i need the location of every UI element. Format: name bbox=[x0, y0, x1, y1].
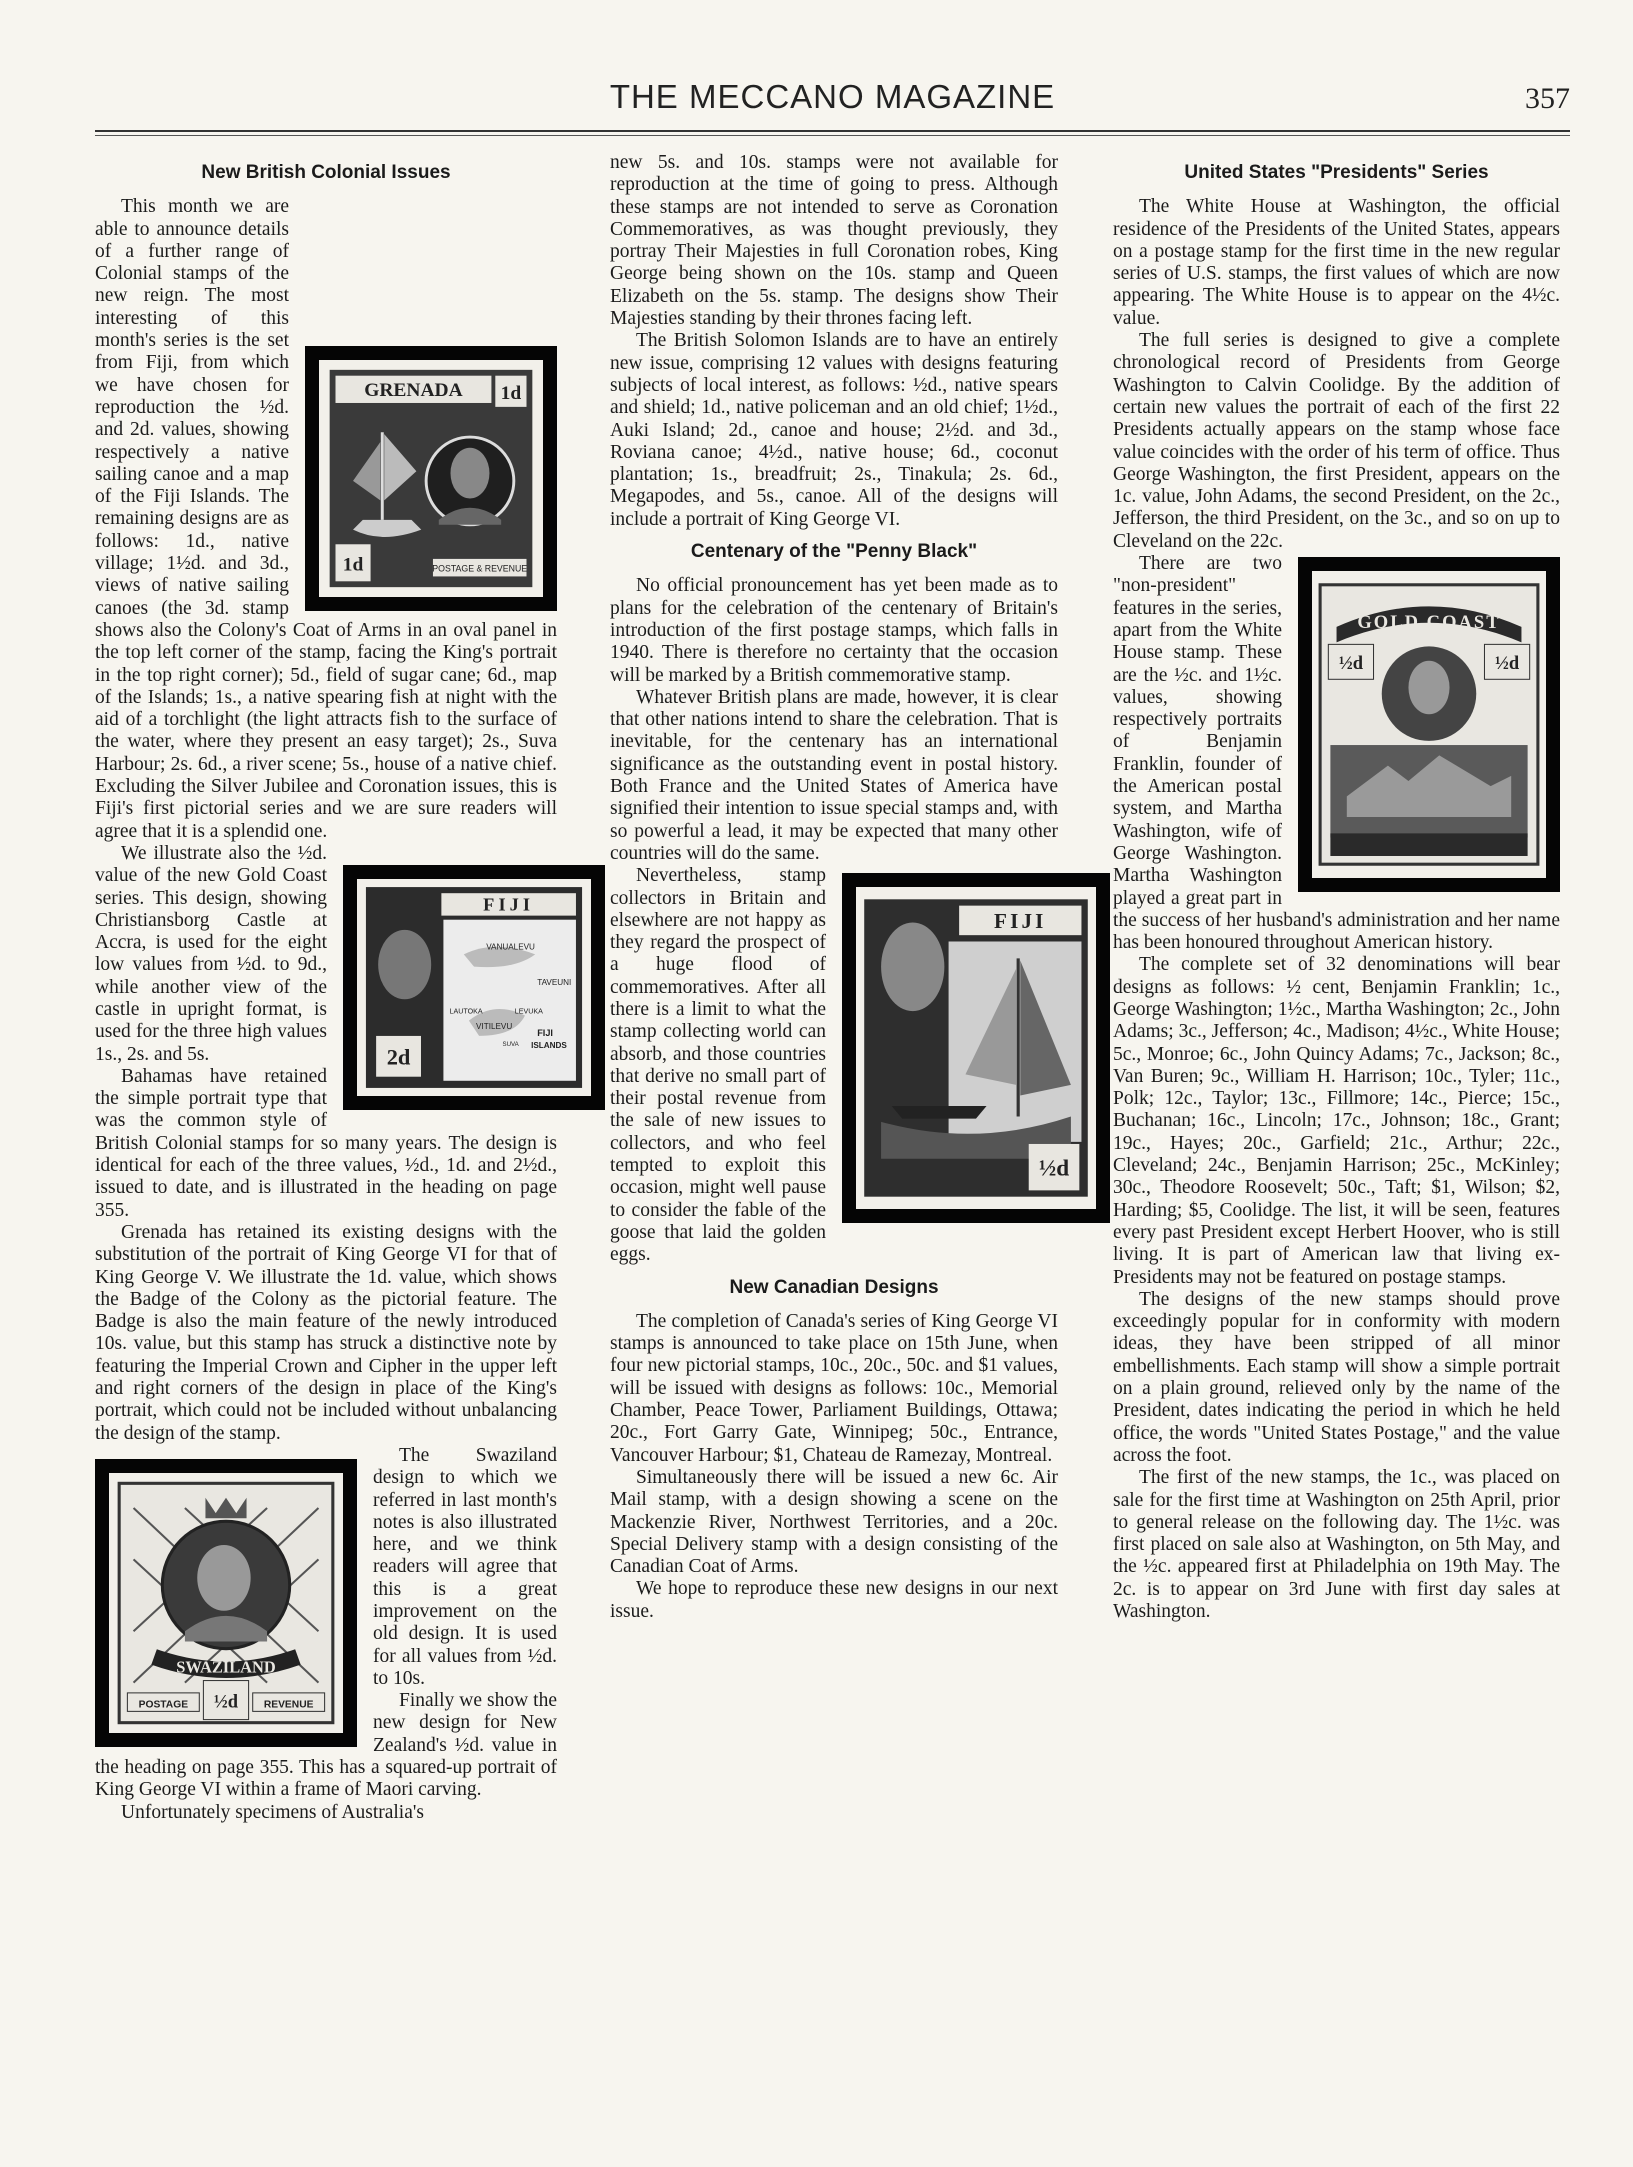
para-denominations: The complete set of 32 denominations will bear designs as follows: ½ cent, Benjamin Franklin; 1c., George Washington; 1½c., Martha Washington; 2c., John Adams; 3c., Jefferson; 4c., Madison; 4½c., White House; 5c., Monroe; 6c., John Quincy Adams; 7c., Jackson; 8c., Van Buren; 9c., William H. Harrison; 10c., Tyler; 11c., Polk; 12c., Taylor; 13c., Fillmore; 14c., Pierce; 15c., Buchanan; 16c., Lincoln; 17c., Johnson; 18c., Grant; 19c., Hayes; 20c., Garfield; 21c., Arthur; 22c., Cleveland; 24c., Benjamin Harrison; 25c., McKinley; 30c., Theodore Roosevelt; 50c., Taft; $1, Wilson; $2, Harding; $5, Coolidge. The list, it will be seen, features every past President except Herbert Hoover, who is still living. It is part of American law that living ex-Presidents may not be featured on postage stamps. bbox=[1113, 954, 1560, 1288]
swaziland-right-text: REVENUE bbox=[263, 1699, 314, 1711]
fiji-canoe-stamp-illustration bbox=[860, 891, 1092, 1205]
column-middle bbox=[610, 152, 1070, 2057]
fiji-canoe-value: ½d bbox=[1038, 1155, 1070, 1182]
heading-canadian-designs: New Canadian Designs bbox=[729, 1276, 939, 1298]
fiji-map-label-1: VANUALEVU bbox=[486, 942, 535, 952]
para-gold-coast: We illustrate also the ½d. value of the new Gold Coast series. This design, showing Christiansborg Castle at Accra, is used for the eight low values from ½d. to 9d., while another view of the castle in upright format, is used for the three high values 1s., 2s. and 5s. bbox=[95, 842, 327, 1065]
para-penny-black-1: No official pronouncement has yet been made as to plans for the celebration of the centenary of Britain's introduction of the first postage stamps, which falls in 1940. There is therefore no certainty that the occasion will be marked by a British commemorative stamp. bbox=[610, 575, 1058, 686]
para-white-house: The White House at Washington, the official residence of the Presidents of the United States, appears on a postage stamp for the first time in the new regular series of U.S. stamps, the first values of which are now appearing. The White House is to appear on the 4½c. value. bbox=[1113, 196, 1560, 329]
fiji-map-value: 2d bbox=[386, 1044, 411, 1070]
header-rule-thin bbox=[95, 135, 1570, 136]
fiji-map-label-5: LEVUKA bbox=[514, 1007, 543, 1016]
grenada-stamp-illustration bbox=[323, 364, 539, 593]
swaziland-country-text: SWAZILAND bbox=[176, 1657, 276, 1677]
heading-penny-black: Centenary of the "Penny Black" bbox=[690, 541, 978, 563]
swaziland-stamp-illustration bbox=[113, 1477, 339, 1729]
swaziland-left-text: POSTAGE bbox=[138, 1699, 189, 1711]
fiji-map-country-text: FIJI bbox=[483, 894, 535, 915]
grenada-value-top: 1d bbox=[500, 383, 522, 405]
para-first-sale: The first of the new stamps, the 1c., was placed on sale for the first time at Washington on 25th April, prior to general release on the following day. The 1½c. was first placed on sale also at Washington, on 5th May, and the ½c. appeared first at Philadelphia on 19th May. The 2c. is to appear on 3rd June with first day sales at Washington. bbox=[1113, 1467, 1560, 1622]
grenada-country-text: GRENADA bbox=[364, 380, 463, 402]
gold-coast-value-right: ½d bbox=[1494, 653, 1520, 674]
magazine-title: THE MECCANO MAGAZINE bbox=[609, 78, 1056, 115]
fiji-map-label-3: LAUTOKA bbox=[449, 1007, 483, 1016]
gold-coast-stamp-illustration bbox=[1316, 575, 1542, 874]
grenada-value-bottom: 1d bbox=[342, 554, 364, 576]
column-right bbox=[1113, 152, 1560, 2057]
fiji-map-label-7: ISLANDS bbox=[531, 1041, 567, 1051]
fiji-canoe-country-text: FIJI bbox=[994, 908, 1047, 933]
swaziland-value: ½d bbox=[213, 1691, 239, 1712]
para-full-series: The full series is designed to give a complete chronological record of Presidents from George Washington to Calvin Coolidge. By the addition of certain new values the portrait of each of the first 22 Presidents actually appears on the stamp whose face value coincides with the order of his term of office. Thus George Washington, the first President, appears on the 1c. value, John Adams, the second President, on the 2c., Jefferson, the third President, on the 3c., and so on up to Cleveland on the 22c. bbox=[1113, 330, 1560, 552]
para-swaziland: The Swaziland design to which we referred in last month's notes is also illustrated here, and we think readers will agree that this is a great improvement on the old design. It is used for all values from ½d. to 10s. bbox=[373, 1444, 557, 1689]
gold-coast-country-text: GOLD COAST bbox=[1357, 611, 1501, 632]
masthead bbox=[95, 78, 1570, 138]
stamp-swaziland bbox=[95, 1459, 357, 1747]
para-grenada: Grenada has retained its existing designs with the substitution of the portrait of King George VI for that of King George V. We illustrate the 1d. value, which shows the Badge of the Colony as the pictorial feature. The Badge is also the main feature of the newly introduced 10s. value, but this stamp has struck a distinctive note by featuring the Imperial Crown and Cipher in the upper left and right corners of the design in place of the King's portrait, which could not be included without unbalancing the design of the stamp. bbox=[95, 1221, 557, 1444]
para-new-zealand: Finally we show the new design for New Zealand's ½d. value in the heading on page 355. This has a squared-up portrait of King George VI within a frame of Maori carving. bbox=[95, 1690, 557, 1801]
para-penny-black-3: Nevertheless, stamp collectors in Britain and elsewhere are not happy as they regard the prospect of a huge flood of commemoratives. After all there is a limit to what the stamp collecting world can absorb, and those countries that derive no small part of their postal revenue from the sale of new issues to collectors, and who feel tempted to exploit this occasion, might well pause to consider the fable of the goose that laid the golden eggs. bbox=[610, 865, 826, 1266]
page-number: 357 bbox=[1525, 82, 1570, 115]
fiji-map-stamp-illustration bbox=[361, 883, 587, 1092]
para-canada-2: Simultaneously there will be issued a new 6c. Air Mail stamp, with a design showing a scene on the Mackenzie River, Northwest Territories, and a 20c. Special Delivery stamp with a design consisting of the Canadian Coat of Arms. bbox=[610, 1466, 1058, 1578]
fiji-map-label-6: FIJI bbox=[537, 1027, 553, 1038]
para-non-president: There are two "non-president" features in the series, apart from the White House stamp. These are the ½c. and 1½c. values, showing respectively portraits of Benjamin Franklin, founder of the American postal system, and Martha Washington, wife of George Washington. Martha Washington played a great part in the success of her husband's administration and her name has been honoured throughout American history. bbox=[1113, 553, 1560, 954]
stamp-grenada bbox=[305, 346, 557, 611]
para-bahamas: Bahamas have retained the simple portrait type that was the common style of British Colonial stamps for so many years. The design is identical for each of the three values, ½d., 1d. and 2½d., issued to date, and is illustrated in the heading on page 355. bbox=[95, 1065, 557, 1221]
stamp-fiji-map bbox=[343, 865, 605, 1110]
para-penny-black-2: Whatever British plans are made, however, it is clear that other nations intend to share the celebration. That is inevitable, for the centenary has an international significance as the outstanding event in postal history. Both France and the United States of America have signified their intention to issue special stamps and, with so powerful a lead, it may be expected that many other countries will do the same. bbox=[610, 686, 1058, 864]
stamp-fiji-canoe bbox=[842, 873, 1110, 1223]
para-australia: Unfortunately specimens of Australia's bbox=[121, 1801, 424, 1823]
grenada-panel-text: POSTAGE & REVENUE bbox=[432, 563, 528, 574]
para-canada-1: The completion of Canada's series of King George VI stamps is announced to take place on 15th June, when four new pictorial stamps, 10c., 20c., 50c. and $1 values, will be issued with designs as follows: 10c., Memorial Chamber, Peace Tower, Parliament Buildings, Ottawa; 20c., Fort Garry Gate, Winnipeg; 50c., Entrance, Vancouver Harbour; $1, Chateau de Ramezay, Montreal. bbox=[610, 1310, 1058, 1466]
column-left bbox=[95, 152, 572, 2057]
para-colonial-intro: This month we are able to announce details of a further range of Colonial stamps of the new reign. The most interesting of this month's series is the set from Fiji, from which we have chosen for reproduction the ½d. and 2d. values, showing respectively a native sailing canoe and a map of the Fiji Islands. The remaining designs are as follows: 1d., native village; 1½d. and 3d., views of native sailing canoes (the 3d. stamp shows also the Colony's Coat of Arms in an oval panel in the top left corner of the stamp, facing the King's portrait in the top right corner); 5d., field of sugar cane; 6d., map of the Islands; 1s., a native spearing fish at night with the aid of a torchlight (the light attracts fish to the surface of the water, where they present an easy target); 2s., Suva Harbour; 2s. 6d., a river scene; 5s., house of a native chief. Excluding the Silver Jubilee and Coronation issues, this is Fiji's first pictorial series and we are sure readers will agree that it is a splendid one. bbox=[95, 196, 557, 842]
gold-coast-value-left: ½d bbox=[1338, 653, 1364, 674]
heading-presidents-series: United States "Presidents" Series bbox=[1184, 162, 1489, 183]
para-designs: The designs of the new stamps should prove exceedingly popular for in conformity with modern ideas, they have been stripped of all minor embellishments. Each stamp will show a simple portrait on a plain ground, relieved only by the name of the President, dates indicating the period in which he held office, the words "United States Postage," and the value across the foot. bbox=[1113, 1288, 1560, 1466]
heading-colonial-issues: New British Colonial Issues bbox=[201, 162, 451, 183]
para-solomon-islands: The British Solomon Islands are to have an entirely new issue, comprising 12 values with designs featuring subjects of local interest, as follows: ½d., native spears and shield; 1d., native policeman and an old chief; 1½d., Auki Island; 2d., canoe and house; 2½d. and 3d., Roviana canoe; 4½d., native house; 6d., coconut plantation; 1s., breadfruit; 2s., Tinakula; 2s. 6d., Megapodes, and 5s., canoe. All of the designs will include a portrait of King George VI. bbox=[610, 330, 1058, 530]
fiji-map-label-4: VITILEVU bbox=[476, 1021, 513, 1031]
para-canada-3: We hope to reproduce these new designs in our next issue. bbox=[610, 1578, 1058, 1622]
header-rule bbox=[95, 130, 1570, 132]
fiji-map-label-8: SUVA bbox=[502, 1041, 519, 1049]
stamp-gold-coast bbox=[1298, 557, 1560, 892]
para-australia-cont: new 5s. and 10s. stamps were not available for reproduction at the time of going to press. Although these stamps are not intended to serve as Coronation Commemoratives, as was thought previously, they portray Their Majesties in full Coronation robes, King George being shown on the 10s. stamp and Queen Elizabeth on the 5s. stamp. The designs show Their Majesties standing by their thrones facing left. bbox=[610, 152, 1058, 330]
fiji-map-label-2: TAVEUNI bbox=[537, 977, 572, 987]
